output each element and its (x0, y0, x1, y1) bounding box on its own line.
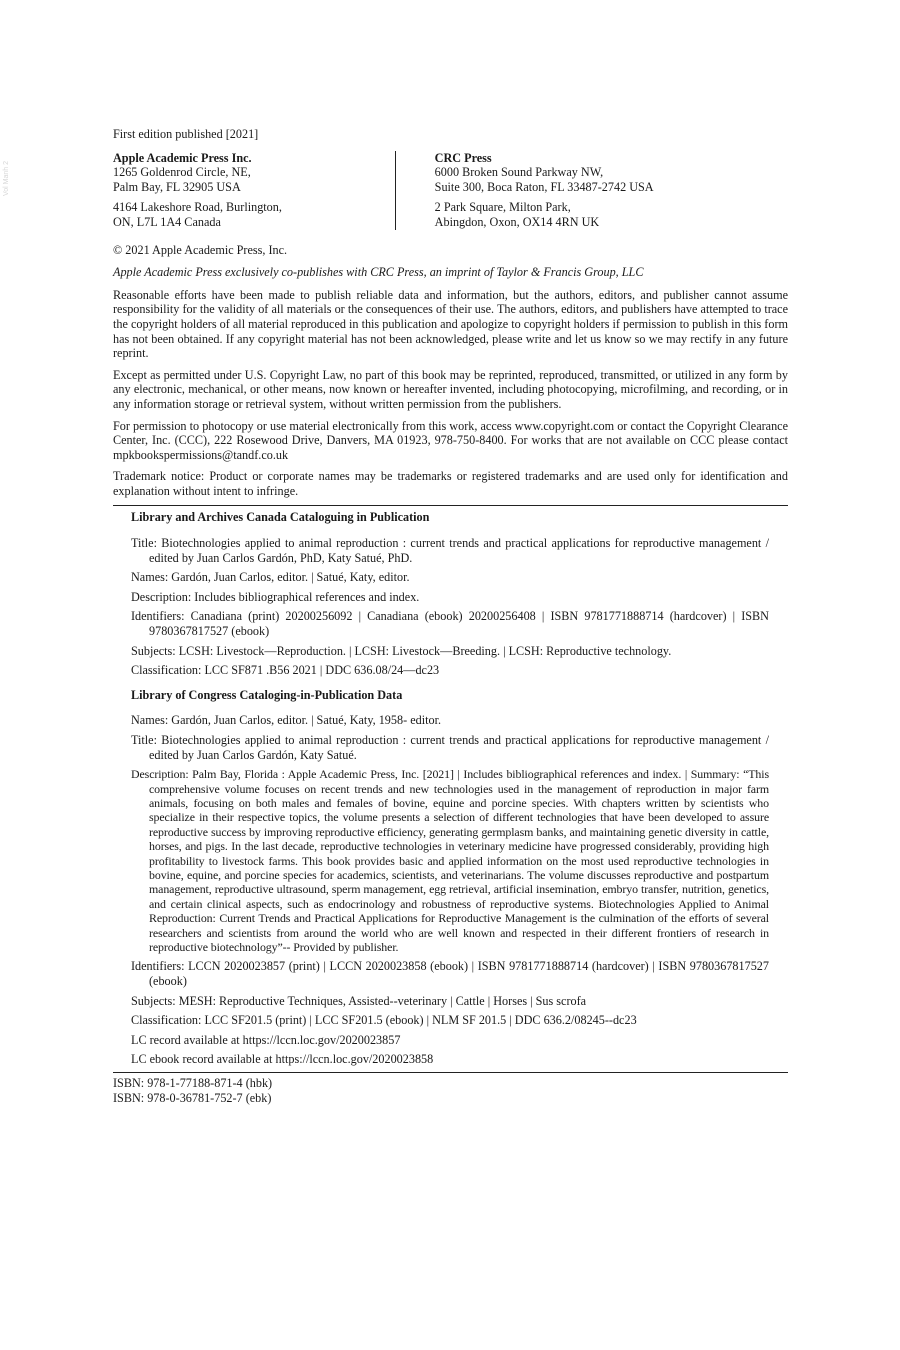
address-line: 2 Park Square, Milton Park, (434, 200, 571, 215)
address-line: 4164 Lakeshore Road, Burlington, (113, 200, 282, 215)
trademark-paragraph: Trademark notice: Product or corporate names may be trademarks or registered trademarks and are used only for identification and explanation without intent to infringe. (113, 469, 788, 498)
address-line: Palm Bay, FL 32905 USA (113, 179, 241, 194)
publisher-right (395, 151, 788, 230)
copublish-note: Apple Academic Press exclusively co-publishes with CRC Press, an imprint of Taylor & Francis Group, LLC (113, 265, 644, 280)
isbn-block (113, 1076, 788, 1105)
cip-description: Description: Palm Bay, Florida : Apple Academic Press, Inc. [2021] | Includes bibliographical references and index. | Summary: “This comprehensive volume focuses on recent trends and new technologies used in the management of reproduction in major farm animals, focusing on both males and females of bovine, equine and porcine species. With chapters written by scientists who specialize in their respective topics, the volume presents a selection of different technologies that have been developed to assure reproductive success by improving reproductive efficiency, generating germplasm banks, and maintaining genetic diversity in cattle, horses, and pigs. In the last decade, reproductive technologies in veterinary medicine have progressed considerably, providing high profitability to livestock farms. This book provides basic and applied information on the most used reproductive technologies in bovine, equine, and porcine species for academics, scientists, and veterinarians. The volume discusses reproductive and postpartum management, reproductive ultrasound, sperm management, egg retrieval, artificial insemination, embryo transfer, nutrition, genetics, and certain clinical aspects, such as endocrinology and robustness of reproductive systems. Biotechnologies Applied to Animal Reproduction: Current Trends and Practical Applications for Reproductive Management is the culmination of the efforts of several researchers and scientists from around the world who are well known and respected in their different frontiers of research in reproductive biotechnology”-- Provided by publisher. (131, 767, 769, 955)
canada-cip-block (113, 510, 788, 1067)
cip-title: Title: Biotechnologies applied to animal reproduction : current trends and practical applications for reproductive management / edited by Juan Carlos Gardón, PhD, Katy Satué, PhD. (131, 536, 769, 565)
side-watermark: Vol Manh 2 (3, 160, 10, 196)
first-edition-line: First edition published [2021] (113, 127, 259, 141)
copyright-law-paragraph: Except as permitted under U.S. Copyright Law, no part of this book may be reprinted, reproduced, transmitted, or utilized in any form by any electronic, mechanical, or other means, now known or hereafter invented, including photocopying, microfilming, and recording, or in any information storage or retrieval system, without written permission from the publishers. (113, 367, 788, 411)
cip-names: Names: Gardón, Juan Carlos, editor. | Satué, Katy, 1958- editor. (131, 713, 441, 728)
cip-classification: Classification: LCC SF201.5 (print) | LCC SF201.5 (ebook) | NLM SF 201.5 | DDC 636.2/08245--dc23 (131, 1013, 637, 1028)
copyright-line: © 2021 Apple Academic Press, Inc. (113, 242, 288, 257)
cip-subjects: Subjects: MESH: Reproductive Techniques, Assisted--veterinary | Cattle | Horses | Sus scrofa (131, 993, 587, 1008)
copyright-page (113, 127, 788, 1105)
isbn-ebook: ISBN: 978-0-36781-752-7 (ebk) (113, 1090, 272, 1105)
publisher-addresses (113, 151, 788, 230)
cip-identifiers: Identifiers: LCCN 2020023857 (print) | LCCN 2020023858 (ebook) | ISBN 9781771888714 (hardcover) | ISBN 9780367817527 (ebook) (131, 959, 769, 989)
reasonable-efforts-paragraph: Reasonable efforts have been made to publish reliable data and information, but the authors, editors, and publisher cannot assume responsibility for the validity of all materials or the consequences of their use. The authors, editors, and publishers have attempted to trace the copyright holders of all material reproduced in this publication and apologize to copyright holders if permission to publish in this form has not been obtained. If any copyright material has not been acknowledged, please write and let us know so we may rectify in any future reprint. (113, 287, 788, 361)
isbn-hardback: ISBN: 978-1-77188-871-4 (hbk) (113, 1076, 273, 1091)
permission-paragraph: For permission to photocopy or use material electronically from this work, access www.copyright.com or contact the Copyright Clearance Center, Inc. (CCC), 222 Rosewood Drive, Danvers, MA 01923, 978-750-8400. For works that are not available on CCC please contact mpkbookspermissions@tandf.co.uk (113, 418, 788, 462)
cip-identifiers: Identifiers: Canadiana (print) 20200256092 | Canadiana (ebook) 20200256408 | ISBN 9781771888714 (hardcover) | ISBN 9780367817527 (ebook) (131, 609, 769, 639)
address-line: ON, L7L 1A4 Canada (113, 214, 221, 229)
cip-description: Description: Includes bibliographical references and index. (131, 589, 420, 604)
divider-bottom (113, 1072, 788, 1073)
cip-classification: Classification: LCC SF871 .B56 2021 | DDC 636.08/24—dc23 (131, 663, 440, 678)
address-line: Suite 300, Boca Raton, FL 33487-2742 USA (434, 179, 654, 194)
publisher-name: Apple Academic Press Inc. (113, 150, 252, 165)
address-line: 6000 Broken Sound Parkway NW, (434, 165, 604, 180)
address-line: 1265 Goldenrod Circle, NE, (113, 165, 251, 180)
cip-names: Names: Gardón, Juan Carlos, editor. | Satué, Katy, editor. (131, 570, 410, 585)
divider-top (113, 505, 788, 506)
lc-record-line: LC record available at https://lccn.loc.gov/2020023857 (131, 1032, 401, 1047)
canada-cip-heading: Library and Archives Canada Cataloguing in Publication (131, 510, 430, 525)
lc-ebook-record-line: LC ebook record available at https://lccn.loc.gov/2020023858 (131, 1052, 434, 1067)
cip-title: Title: Biotechnologies applied to animal reproduction : current trends and practical applications for reproductive management / edited by Juan Carlos Gardón, Katy Satué. (131, 733, 769, 762)
cip-subjects: Subjects: LCSH: Livestock—Reproduction. | LCSH: Livestock—Breeding. | LCSH: Reproductive technology. (131, 643, 672, 658)
loc-cip-heading: Library of Congress Cataloging-in-Publication Data (131, 687, 403, 702)
address-line: Abingdon, Oxon, OX14 4RN UK (434, 214, 600, 229)
publisher-left (113, 151, 395, 230)
publisher-name: CRC Press (434, 150, 492, 165)
